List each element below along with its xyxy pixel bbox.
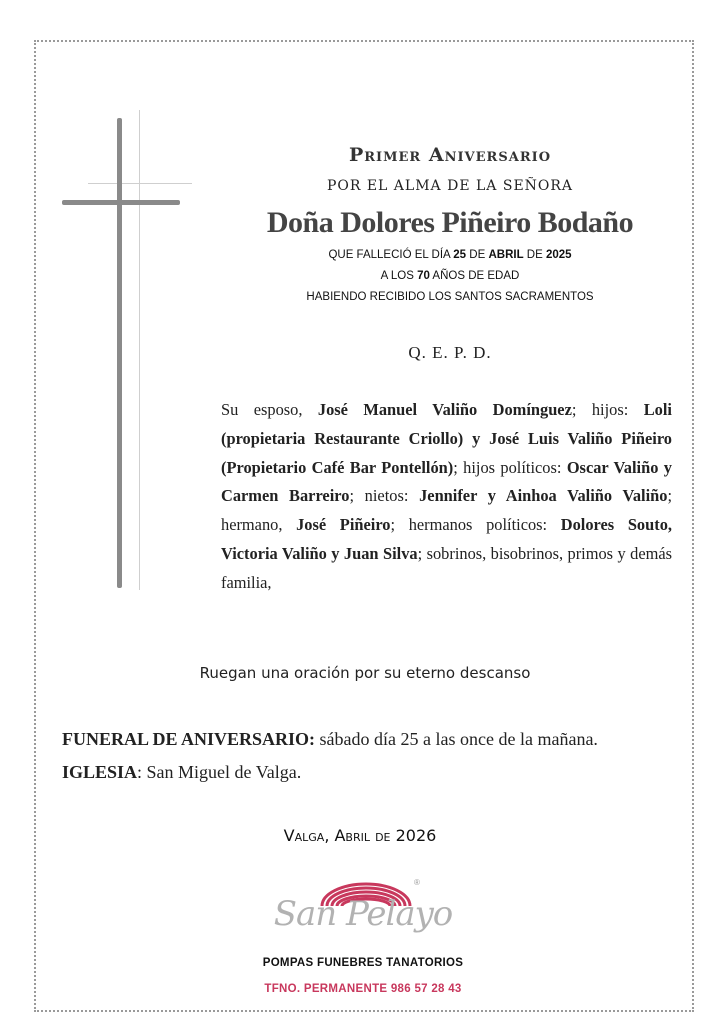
subtitle: POR EL ALMA DE LA SEÑORA <box>326 178 574 194</box>
phone-number: TFNO. PERMANENTE 986 57 28 43 <box>264 983 462 995</box>
company-name: POMPAS FUNEBRES TANATORIOS <box>262 957 464 969</box>
company-logo: San Pelayo <box>273 894 453 934</box>
anniversary-title: Primer Aniversario <box>348 144 552 166</box>
family-paragraph: Su esposo, José Manuel Valiño Domínguez; hijos: Loli (propietaria Restaurante Criollo) y José Luis Valiño Piñeiro (Propietario Café Bar Pontellón); hijos políticos: Oscar Valiño y Carmen Barreiro; nietos: Jennifer y Ainhoa Valiño Valiño; hermano, José Piñeiro; hermanos políticos: Dolores Souto, Victoria Valiño y Juan Silva; sobrinos, bisobrinos, primos y demás familia, <box>221 400 672 592</box>
death-date-line: QUE FALLECIÓ EL DÍA 25 DE ABRIL DE 2025 <box>328 249 572 261</box>
qepd: Q. E. P. D. <box>408 343 492 362</box>
age-line: A LOS 70 AÑOS DE EDAD <box>380 270 520 282</box>
funeral-line: FUNERAL DE ANIVERSARIO: sábado día 25 a las once de la mañana. <box>62 729 598 749</box>
place-date: Valga, Abril de 2026 <box>283 826 437 845</box>
registered-mark: ® <box>414 878 420 887</box>
prayer-line: Ruegan una oración por su eterno descanso <box>199 664 531 682</box>
church-line: IGLESIA: San Miguel de Valga. <box>62 762 302 782</box>
sacraments-line: HABIENDO RECIBIDO LOS SANTOS SACRAMENTOS <box>306 291 594 303</box>
deceased-name: Doña Dolores Piñeiro Bodaño <box>266 206 634 239</box>
